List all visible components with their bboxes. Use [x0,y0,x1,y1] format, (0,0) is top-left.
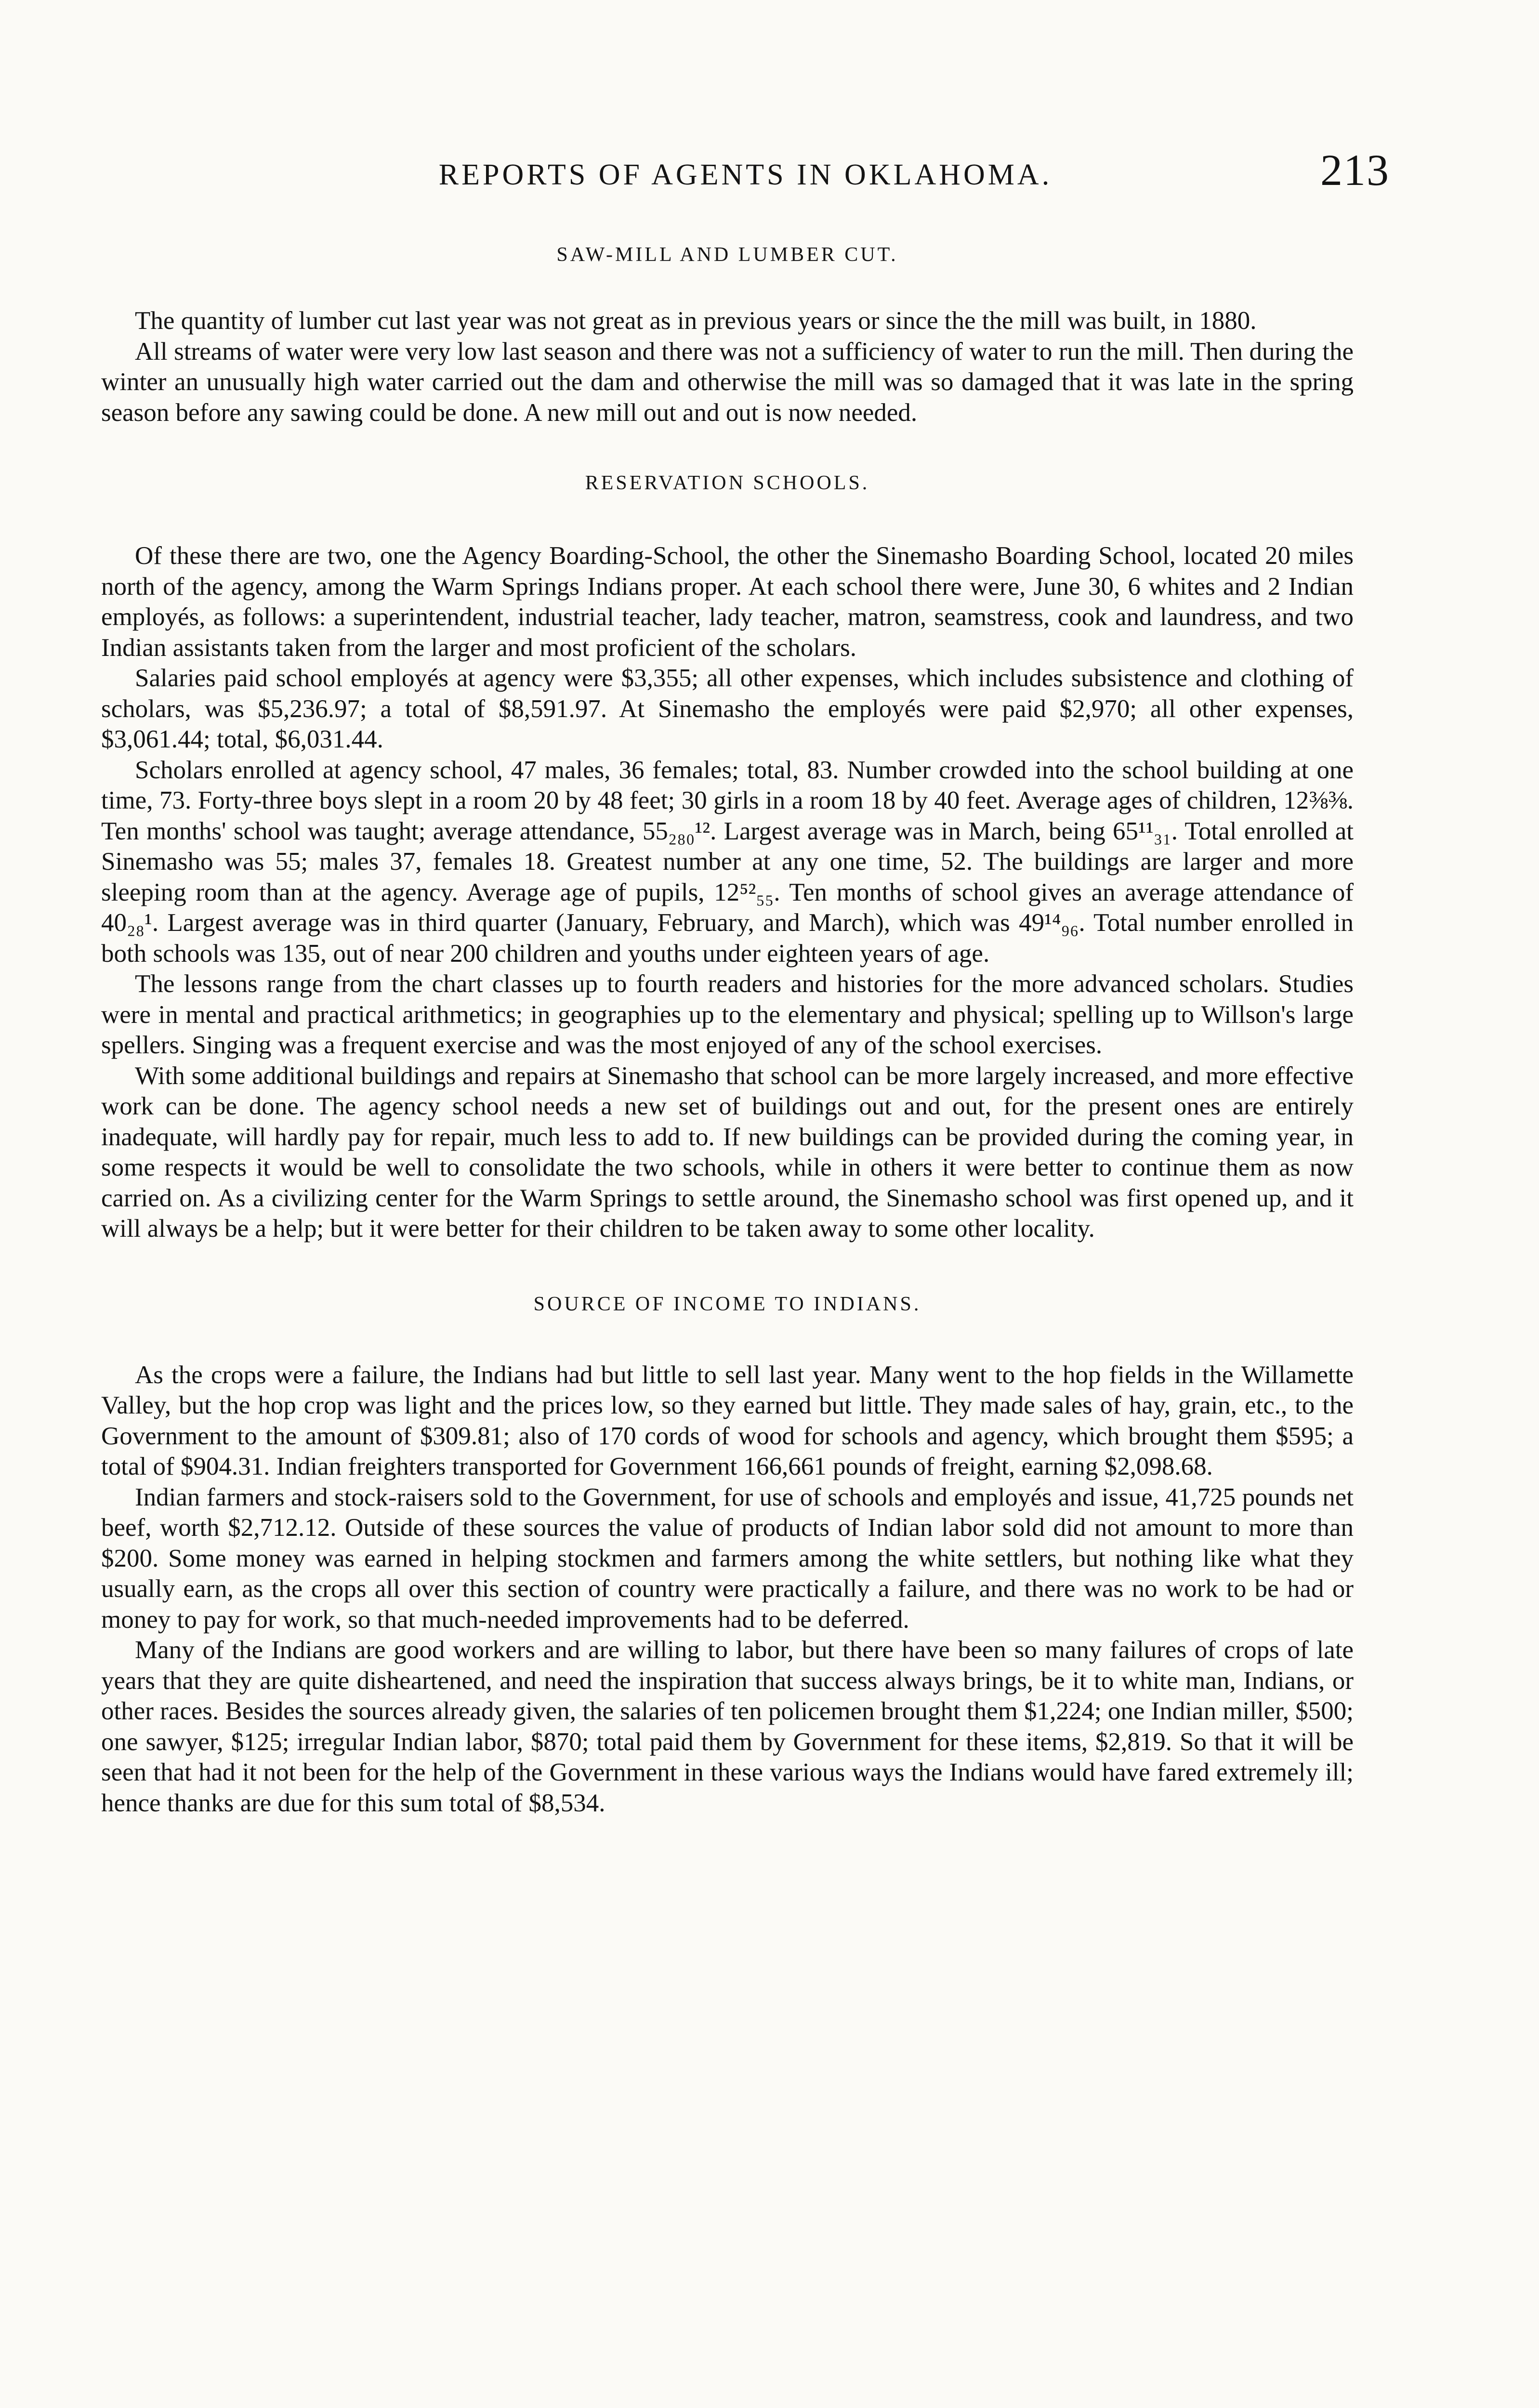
paragraph: Scholars enrolled at agency school, 47 males, 36 females; total, 83. Number crowded into the school building at one time, 73. Forty-three boys slept in a room 20 by 48 feet; 30 girls in a room 18 by 40 feet. Average ages of children, 12⅜⅜. Ten months' school was taught; average attendance, 55₂₈₀¹². Largest average was in March, being 65¹¹₃₁. Total enrolled at Sinemasho was 55; males 37, females 18. Greatest number at any one time, 52. The buildings are larger and more sleeping room than at the agency. Average age of pupils, 12⁵²₅₅. Ten months of school gives an average attendance of 40₂₈¹. Largest average was in third quarter (January, February, and March), which was 49¹⁴₉₆. Total number enrolled in both schools was 135, out of near 200 children and youths under eighteen years of age. [101,756,1354,968]
paragraph: Indian farmers and stock-raisers sold to the Government, for use of schools and employés and issue, 41,725 pounds net beef, worth $2,712.12. Outside of these sources the value of products of Indian labor sold did not amount to more than $200. Some money was earned in helping stockmen and farmers among the white settlers, but nothing like what they usually earn, as the crops all over this section of country were practically a failure, and there was no work to be had or money to pay for work, so that much-needed improvements had to be deferred. [101,1483,1354,1634]
paragraph: The lessons range from the chart classes up to fourth readers and histories for the more advanced scholars. Studies were in mental and practical arithmetics; in geographies up to the elementary and physical; spelling up to Willson's large spellers. Singing was a frequent exercise and was the most enjoyed of any of the school exercises. [101,970,1354,1059]
paragraph: All streams of water were very low last season and there was not a sufficiency of water to run the mill. Then during the winter an unusually high water carried out the dam and otherwise the mill was so damaged that it was late in the spring season before any sawing could be done. A new mill out and out is now needed. [101,337,1354,427]
section-heading-saw-mill: SAW-MILL AND LUMBER CUT. [556,244,898,266]
paragraph: As the crops were a failure, the Indians had but little to sell last year. Many went to the hop fields in the Willamette Valley, but the hop crop was light and the prices low, so they earned but little. They made sales of hay, grain, etc., to the Government to the amount of $309.81; also of 170 cords of wood for schools and agency, which brought them $595; a total of $904.31. Indian freighters transported for Government 166,661 pounds of freight, earning $2,098.68. [101,1361,1354,1480]
body-text [101,243,1354,1819]
page-number: 213 [1320,145,1390,195]
paragraph: With some additional buildings and repairs at Sinemasho that school can be more largely increased, and more effective work can be done. The agency school needs a new set of buildings out and out, for the present ones are entirely inadequate, will hardly pay for repair, much less to add to. If new buildings can be provided during the coming year, in some respects it would be well to consolidate the two schools, while in others it were better to continue them as now carried on. As a civilizing center for the Warm Springs to settle around, the Sinemasho school was first opened up, and it will always be a help; but it were better for their children to be taken away to some other locality. [101,1061,1354,1243]
paragraph: Many of the Indians are good workers and are willing to labor, but there have been so many failures of crops of late years that they are quite disheartened, and need the inspiration that success always brings, be it to white man, Indians, or other races. Besides the sources already given, the salaries of ten policemen brought them $1,224; one Indian miller, $500; one sawyer, $125; irregular Indian labor, $870; total paid them by Government for these items, $2,819. So that it will be seen that had it not been for the help of the Government in these various ways the Indians would have fared extremely ill; hence thanks are due for this sum total of $8,534. [101,1636,1354,1817]
paragraph: Salaries paid school employés at agency were $3,355; all other expenses, which includes subsistence and clothing of scholars, was $5,236.97; a total of $8,591.97. At Sinemasho the employés were paid $2,970; all other expenses, $3,061.44; total, $6,031.44. [101,664,1354,753]
running-title: REPORTS OF AGENTS IN OKLAHOMA. [438,158,1052,191]
section-heading-source-of-income: SOURCE OF INCOME TO INDIANS. [533,1293,921,1315]
paragraph: The quantity of lumber cut last year was not great as in previous years or since the the mill was built, in 1880. [135,307,1257,335]
running-head [101,144,1390,197]
paragraph: Of these there are two, one the Agency Boarding-School, the other the Sinemasho Boarding School, located 20 miles north of the agency, among the Warm Springs Indians proper. At each school there were, June 30, 6 whites and 2 Indian employés, as follows: a superintendent, industrial teacher, lady teacher, matron, seamstress, cook and laundress, and two Indian assistants taken from the larger and most proficient of the scholars. [101,542,1354,662]
section-heading-reservation-schools: RESERVATION SCHOOLS. [585,472,870,494]
